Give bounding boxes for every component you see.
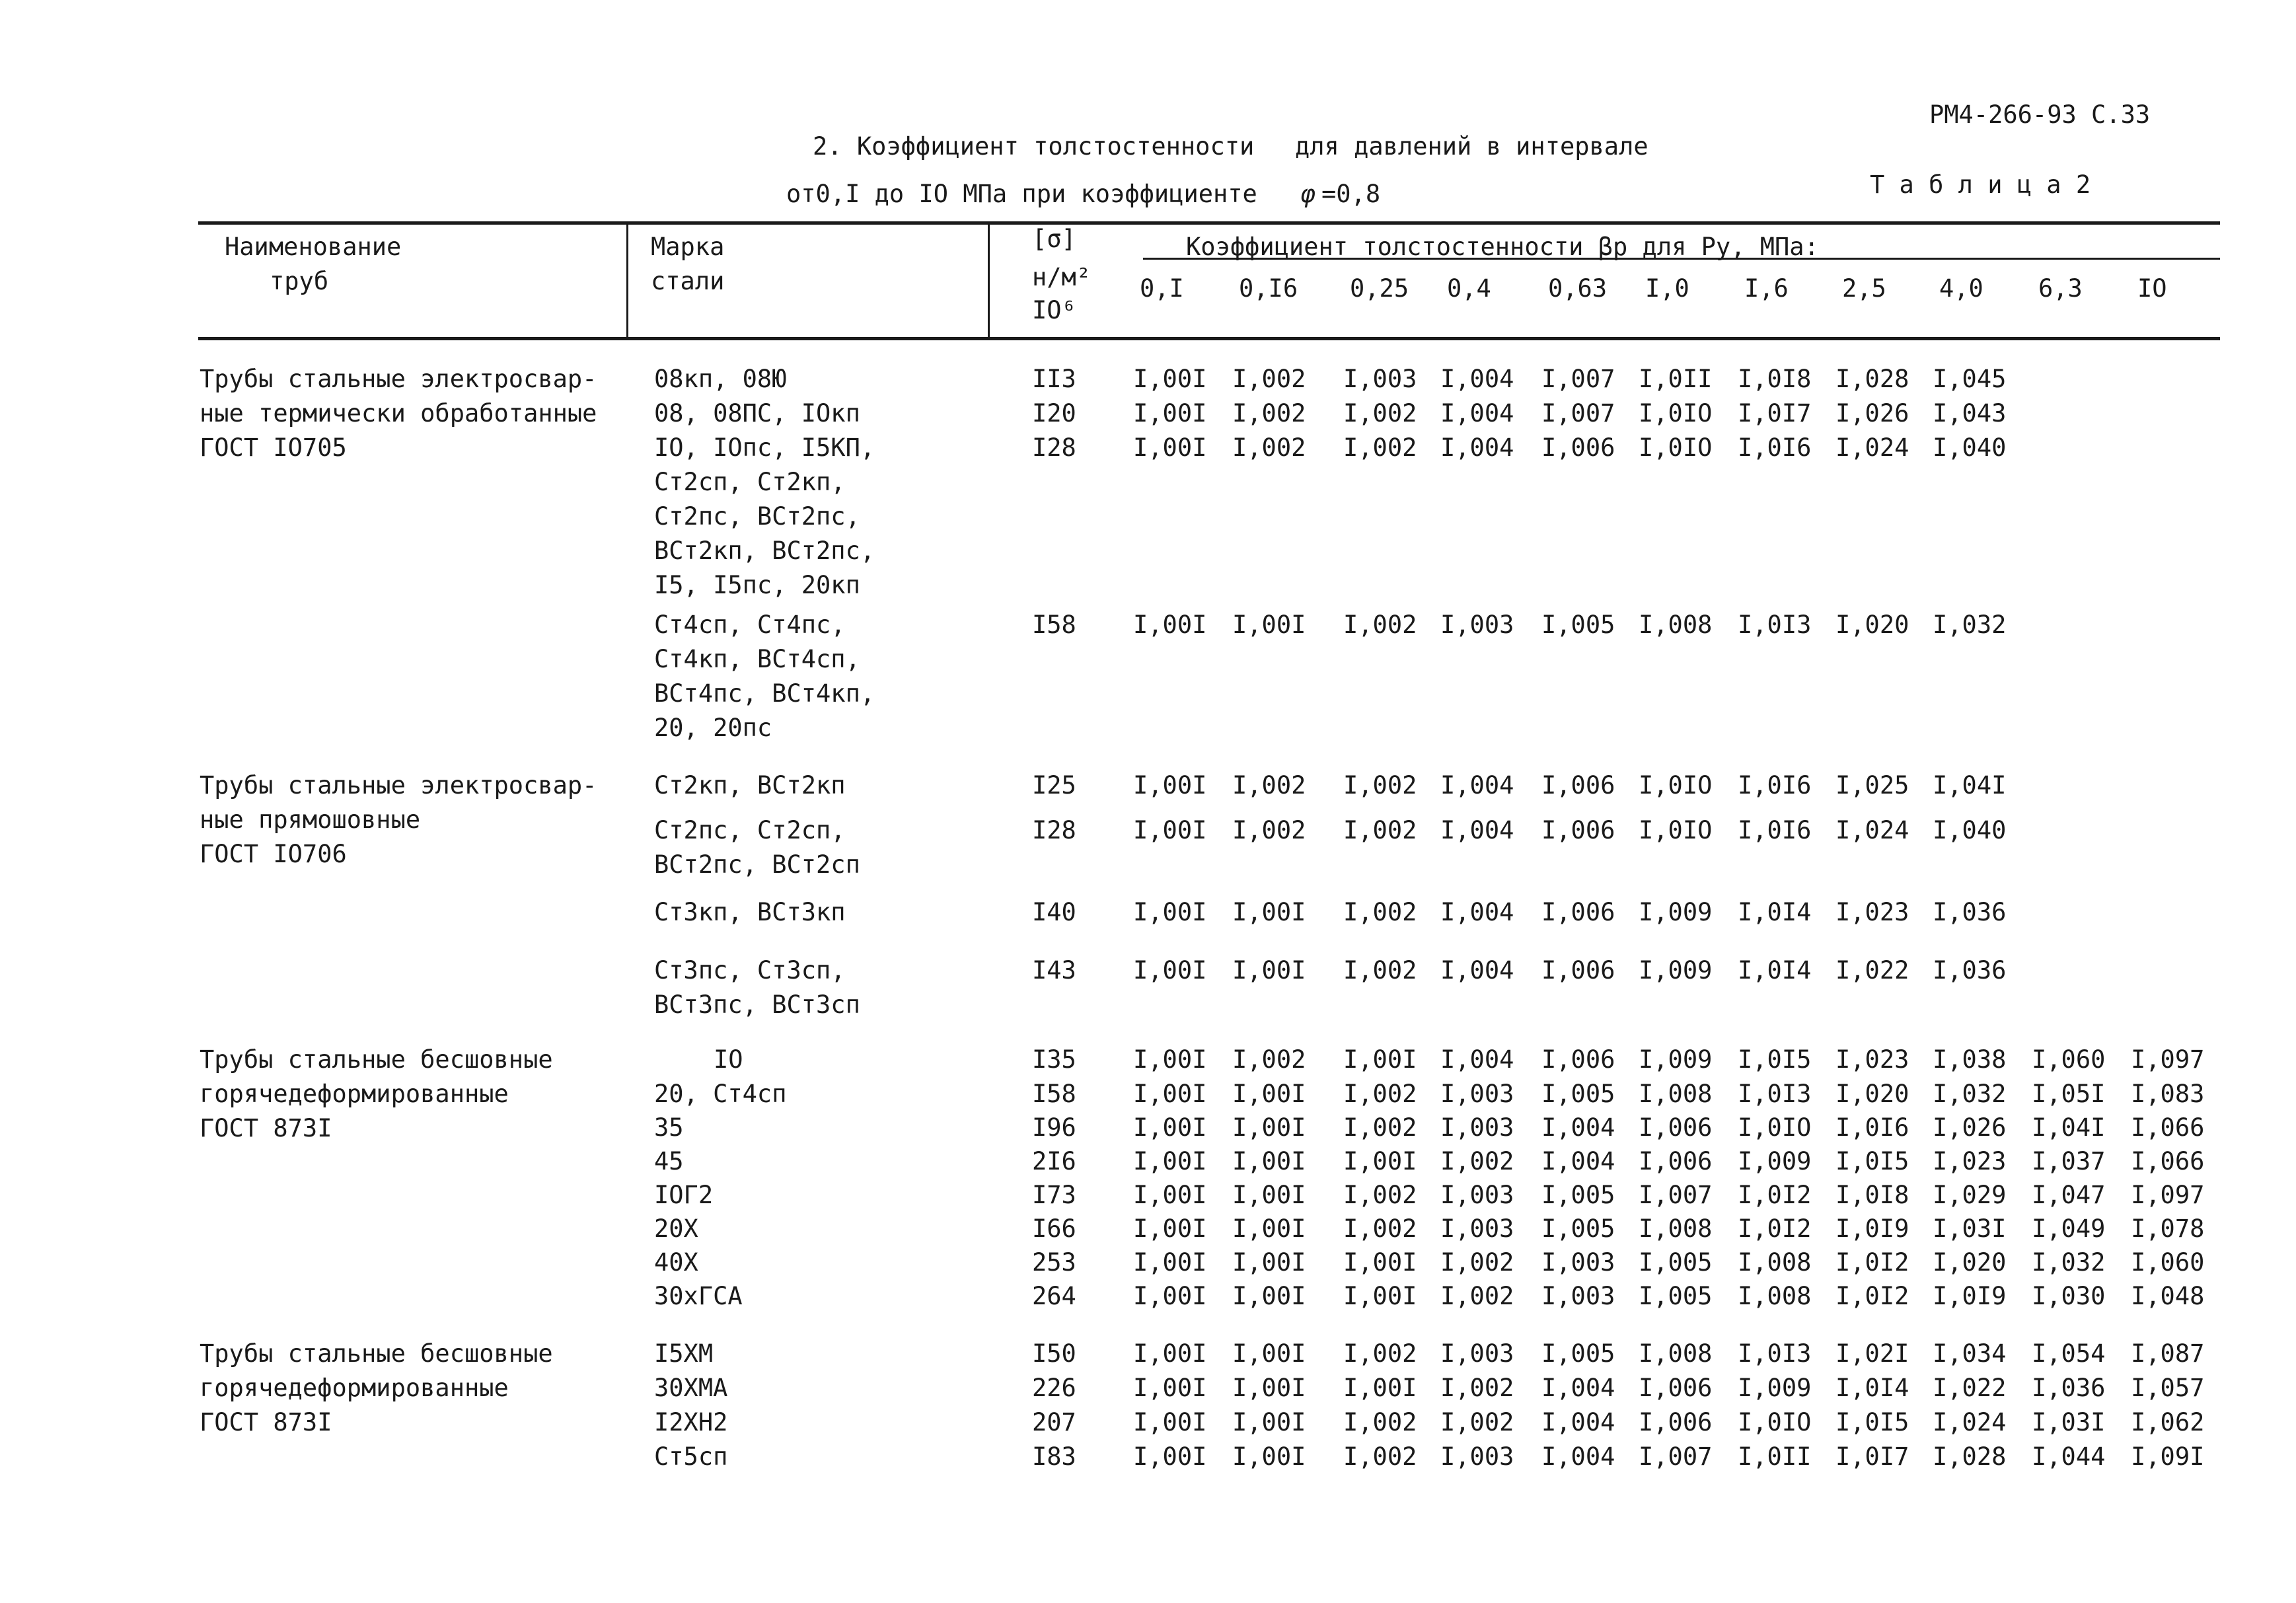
coefficient-cell: I,002	[1343, 611, 1417, 639]
steel-grade-line: Ст2пс, ВСт2пс,	[654, 502, 860, 531]
coefficient-cell: I,002	[1232, 399, 1306, 428]
coefficient-cell: I,00I	[1133, 433, 1207, 462]
coefficient-cell: I,002	[1232, 771, 1306, 800]
coefficient-cell: I,026	[1933, 1113, 2007, 1142]
coefficient-cell: I,002	[1343, 1339, 1417, 1368]
coefficient-cell: I,03I	[2032, 1408, 2106, 1436]
group-name-line: ГОСТ 873I	[200, 1114, 332, 1142]
allowable-stress-cell: I43	[1032, 956, 1076, 985]
pressure-header-cell: IO	[2137, 274, 2167, 303]
coefficient-cell: I,004	[1440, 399, 1514, 428]
header-name-line-1: Наименование	[225, 233, 402, 261]
steel-grade-line: Ст5сп	[654, 1442, 728, 1471]
coefficient-cell: I,0IO	[1639, 433, 1713, 462]
coefficient-cell: I,0I4	[1738, 898, 1812, 926]
title-line-1b: для давлений в интервале	[1295, 132, 1648, 161]
coefficient-cell: I,00I	[1232, 611, 1306, 639]
title-line-2b: =0,8	[1321, 180, 1381, 208]
coefficient-cell: I,006	[1541, 771, 1615, 800]
coefficient-cell: I,004	[1440, 365, 1514, 393]
group-name-line: ГОСТ 873I	[200, 1408, 332, 1436]
coefficient-cell: I,022	[1835, 956, 1909, 985]
coefficient-cell: I,0IO	[1738, 1408, 1812, 1436]
coefficient-cell: I,003	[1440, 1181, 1514, 1209]
coefficient-cell: I,005	[1541, 1214, 1615, 1243]
steel-grade-line: ВСт2кп, ВСт2пс,	[654, 537, 875, 565]
coefficient-cell: I,0I3	[1738, 1339, 1812, 1368]
steel-grade-line: Ст3кп, ВСт3кп	[654, 898, 846, 926]
steel-grade-line: 20, 20пс	[654, 714, 772, 742]
coefficient-cell: I,0I6	[1738, 816, 1812, 844]
coefficient-cell: I,00I	[1232, 1408, 1306, 1436]
header-sigma-line-2: н/м²	[1032, 263, 1092, 291]
coefficient-cell: I,006	[1639, 1147, 1713, 1175]
coefficient-cell: I,00I	[1133, 1113, 1207, 1142]
group-name-line: горячедеформированные	[200, 1080, 509, 1108]
coefficient-cell: I,028	[1933, 1442, 2007, 1471]
coefficient-cell: I,026	[1835, 399, 1909, 428]
coefficient-cell: I,020	[1835, 611, 1909, 639]
coefficient-cell: I,00I	[1232, 1374, 1306, 1402]
coefficient-cell: I,002	[1343, 1113, 1417, 1142]
coefficient-cell: I,003	[1440, 1113, 1514, 1142]
allowable-stress-cell: I73	[1032, 1181, 1076, 1209]
coefficient-cell: I,002	[1440, 1147, 1514, 1175]
steel-grade-line: 08кп, 08Ю	[654, 365, 787, 393]
coefficient-cell: I,00I	[1343, 1248, 1417, 1277]
coefficient-cell: I,00I	[1133, 1339, 1207, 1368]
coefficient-cell: I,002	[1343, 1442, 1417, 1471]
coefficient-cell: I,047	[2032, 1181, 2106, 1209]
group-name-line: горячедеформированные	[200, 1374, 509, 1402]
coefficient-cell: I,0I4	[1738, 956, 1812, 985]
steel-grade-line: ВСт3пс, ВСт3сп	[654, 990, 860, 1019]
coefficient-cell: I,023	[1933, 1147, 2007, 1175]
group-name-line: ГОСТ IO706	[200, 840, 347, 868]
coefficient-cell: I,005	[1541, 1339, 1615, 1368]
coefficient-cell: I,040	[1933, 433, 2007, 462]
coefficient-cell: I,0I2	[1738, 1214, 1812, 1243]
coefficient-cell: I,006	[1639, 1374, 1713, 1402]
coefficient-cell: I,060	[2131, 1248, 2205, 1277]
pressure-header-cell: 2,5	[1842, 274, 1886, 303]
coefficient-cell: I,002	[1440, 1282, 1514, 1310]
steel-grade-line: Ст2пс, Ст2сп,	[654, 816, 846, 844]
coefficient-cell: I,002	[1232, 816, 1306, 844]
allowable-stress-cell: I58	[1032, 611, 1076, 639]
steel-grade-line: 08, 08ПС, IOкп	[654, 399, 860, 428]
coefficient-cell: I,00I	[1232, 1248, 1306, 1277]
coefficient-cell: I,005	[1639, 1282, 1713, 1310]
coefficient-cell: I,004	[1440, 433, 1514, 462]
coefficient-cell: I,002	[1343, 433, 1417, 462]
coefficient-cell: I,002	[1440, 1408, 1514, 1436]
coefficient-cell: I,034	[1933, 1339, 2007, 1368]
coefficient-cell: I,004	[1541, 1408, 1615, 1436]
table-top-rule	[198, 221, 2220, 225]
title-line-2a: от0,I до IO МПа при коэффициенте	[786, 180, 1257, 208]
coefficient-cell: I,022	[1933, 1374, 2007, 1402]
coefficient-cell: I,0I5	[1835, 1147, 1909, 1175]
coefficient-cell: I,00I	[1232, 1080, 1306, 1108]
document-code: РМ4-266-93 С.33	[1929, 100, 2151, 129]
coefficient-cell: I,00I	[1232, 1113, 1306, 1142]
coefficient-cell: I,023	[1835, 1045, 1909, 1074]
steel-grade-line: 30хГСА	[654, 1282, 743, 1310]
coefficient-cell: I,00I	[1133, 1408, 1207, 1436]
coefficient-cell: I,00I	[1343, 1147, 1417, 1175]
coefficient-cell: I,00I	[1133, 898, 1207, 926]
steel-grade-line: 30ХМА	[654, 1374, 728, 1402]
coefficient-cell: I,003	[1440, 611, 1514, 639]
coefficient-cell: I,009	[1738, 1374, 1812, 1402]
coefficient-cell: I,032	[2032, 1248, 2106, 1277]
coefficient-cell: I,00I	[1133, 771, 1207, 800]
coefficient-cell: I,004	[1440, 1045, 1514, 1074]
pressure-header-cell: I,6	[1744, 274, 1789, 303]
coefficient-cell: I,006	[1639, 1113, 1713, 1142]
coefficient-cell: I,020	[1835, 1080, 1909, 1108]
coefficient-cell: I,009	[1639, 898, 1713, 926]
coefficient-cell: I,002	[1343, 1080, 1417, 1108]
coefficient-cell: I,044	[2032, 1442, 2106, 1471]
coefficient-cell: I,00I	[1133, 1374, 1207, 1402]
coefficient-cell: I,062	[2131, 1408, 2205, 1436]
steel-grade-line: Ст4сп, Ст4пс,	[654, 611, 846, 639]
coefficient-cell: I,00I	[1133, 1181, 1207, 1209]
coefficient-cell: I,002	[1343, 1408, 1417, 1436]
coefficient-cell: I,00I	[1133, 956, 1207, 985]
table-label: Т а б л и ц а 2	[1870, 170, 2091, 199]
coefficient-cell: I,0I7	[1738, 399, 1812, 428]
coefficient-cell: I,066	[2131, 1147, 2205, 1175]
coefficient-cell: I,00I	[1232, 1442, 1306, 1471]
group-name-line: Трубы стальные бесшовные	[200, 1339, 553, 1368]
coefficient-cell: I,006	[1639, 1408, 1713, 1436]
coefficient-cell: I,002	[1232, 365, 1306, 393]
coefficient-cell: I,00I	[1133, 365, 1207, 393]
coefficient-cell: I,00I	[1133, 816, 1207, 844]
steel-grade-line: IO	[714, 1045, 743, 1074]
allowable-stress-cell: I83	[1032, 1442, 1076, 1471]
allowable-stress-cell: 264	[1032, 1282, 1076, 1310]
coefficient-cell: I,002	[1232, 1045, 1306, 1074]
coefficient-cell: I,003	[1343, 365, 1417, 393]
coefficient-cell: I,0I9	[1835, 1214, 1909, 1243]
allowable-stress-cell: I40	[1032, 898, 1076, 926]
header-sigma-line-3: IO⁶	[1032, 296, 1076, 324]
coefficient-cell: I,002	[1343, 956, 1417, 985]
coefficient-cell: I,002	[1343, 399, 1417, 428]
coefficient-cell: I,00I	[1133, 1248, 1207, 1277]
coefficient-cell: I,032	[1933, 1080, 2007, 1108]
coefficient-cell: I,007	[1541, 399, 1615, 428]
coefficient-cell: I,002	[1343, 816, 1417, 844]
coefficient-cell: I,00I	[1232, 1339, 1306, 1368]
title-line-1a: 2. Коэффициент толстостенности	[813, 132, 1255, 161]
group-name-line: ные термически обработанные	[200, 399, 597, 428]
pressure-header-cell: 0,63	[1548, 274, 1608, 303]
pressure-header-cell: 6,3	[2038, 274, 2083, 303]
coefficient-cell: I,002	[1343, 1181, 1417, 1209]
steel-grade-line: 40Х	[654, 1248, 698, 1277]
steel-grade-line: ВСт2пс, ВСт2сп	[654, 850, 860, 879]
coefficient-cell: I,002	[1232, 433, 1306, 462]
pressure-header-cell: I,0	[1645, 274, 1689, 303]
allowable-stress-cell: I35	[1032, 1045, 1076, 1074]
coefficient-cell: I,00I	[1133, 611, 1207, 639]
coefficient-cell: I,0I5	[1835, 1408, 1909, 1436]
coefficient-cell: I,00I	[1133, 399, 1207, 428]
coefficient-cell: I,048	[2131, 1282, 2205, 1310]
coefficient-cell: I,0IO	[1738, 1113, 1812, 1142]
coefficient-cell: I,00I	[1343, 1374, 1417, 1402]
column-divider-1	[626, 225, 628, 337]
steel-grade-line: Ст2сп, Ст2кп,	[654, 468, 846, 496]
coefficient-cell: I,0IO	[1639, 771, 1713, 800]
coefficient-cell: I,006	[1541, 956, 1615, 985]
header-coefficient: Коэффициент толстостенности βр для Ру, МПа:	[1186, 233, 1819, 261]
coefficient-cell: I,00I	[1343, 1282, 1417, 1310]
coefficient-cell: I,008	[1639, 1080, 1713, 1108]
header-grade-line-2: стали	[651, 267, 725, 295]
coefficient-cell: I,04I	[2032, 1113, 2106, 1142]
coefficient-cell: I,05I	[2032, 1080, 2106, 1108]
steel-grade-line: 20, Ст4сп	[654, 1080, 787, 1108]
coefficient-cell: I,004	[1541, 1374, 1615, 1402]
pressure-header-cell: 0,25	[1350, 274, 1409, 303]
column-divider-2	[988, 225, 990, 337]
coefficient-cell: I,0I2	[1738, 1181, 1812, 1209]
steel-grade-line: IOГ2	[654, 1181, 714, 1209]
coefficient-cell: I,03I	[1933, 1214, 2007, 1243]
group-name-line: Трубы стальные электросвар-	[200, 771, 597, 800]
group-name-line: Трубы стальные бесшовные	[200, 1045, 553, 1074]
coefficient-cell: I,008	[1639, 1214, 1713, 1243]
coefficient-cell: I,008	[1738, 1282, 1812, 1310]
coefficient-cell: I,00I	[1343, 1045, 1417, 1074]
coefficient-cell: I,030	[2032, 1282, 2106, 1310]
coefficient-cell: I,00I	[1232, 1147, 1306, 1175]
coefficient-cell: I,057	[2131, 1374, 2205, 1402]
phi-symbol: φ	[1300, 180, 1315, 208]
coefficient-cell: I,002	[1440, 1248, 1514, 1277]
coefficient-cell: I,043	[1933, 399, 2007, 428]
coefficient-cell: I,006	[1541, 1045, 1615, 1074]
coefficient-cell: I,00I	[1133, 1080, 1207, 1108]
steel-grade-line: Ст4кп, ВСт4сп,	[654, 645, 860, 673]
coefficient-cell: I,00I	[1232, 956, 1306, 985]
steel-grade-line: ВСт4пс, ВСт4кп,	[654, 679, 875, 708]
coefficient-cell: I,020	[1933, 1248, 2007, 1277]
coefficient-cell: I,009	[1738, 1147, 1812, 1175]
coefficient-cell: I,009	[1639, 1045, 1713, 1074]
coefficient-cell: I,004	[1440, 816, 1514, 844]
coefficient-cell: I,005	[1639, 1248, 1713, 1277]
steel-grade-line: 20Х	[654, 1214, 698, 1243]
coefficient-cell: I,002	[1343, 898, 1417, 926]
coefficient-cell: I,005	[1541, 611, 1615, 639]
coefficient-cell: I,004	[1541, 1147, 1615, 1175]
coefficient-cell: I,032	[1933, 611, 2007, 639]
coefficient-cell: I,003	[1541, 1282, 1615, 1310]
allowable-stress-cell: I25	[1032, 771, 1076, 800]
coefficient-cell: I,0IO	[1639, 816, 1713, 844]
coefficient-cell: I,066	[2131, 1113, 2205, 1142]
allowable-stress-cell: I58	[1032, 1080, 1076, 1108]
coefficient-cell: I,00I	[1232, 1214, 1306, 1243]
coefficient-cell: I,006	[1541, 898, 1615, 926]
coefficient-cell: I,09I	[2131, 1442, 2205, 1471]
coefficient-cell: I,008	[1639, 1339, 1713, 1368]
coefficient-cell: I,003	[1440, 1442, 1514, 1471]
coefficient-cell: I,0I6	[1835, 1113, 1909, 1142]
allowable-stress-cell: I28	[1032, 433, 1076, 462]
coefficient-cell: I,045	[1933, 365, 2007, 393]
coefficient-cell: I,04I	[1933, 771, 2007, 800]
group-name-line: ные прямошовные	[200, 805, 421, 834]
allowable-stress-cell: 253	[1032, 1248, 1076, 1277]
coefficient-cell: I,006	[1541, 433, 1615, 462]
coefficient-cell: I,054	[2032, 1339, 2106, 1368]
coefficient-cell: I,036	[2032, 1374, 2106, 1402]
coefficient-cell: I,0I5	[1738, 1045, 1812, 1074]
coefficient-cell: I,060	[2032, 1045, 2106, 1074]
coefficient-cell: I,024	[1835, 433, 1909, 462]
steel-grade-line: I2ХН2	[654, 1408, 728, 1436]
coefficient-cell: I,036	[1933, 898, 2007, 926]
coefficient-cell: I,028	[1835, 365, 1909, 393]
coefficient-cell: I,0I6	[1738, 771, 1812, 800]
pressure-header-cell: 0,4	[1447, 274, 1491, 303]
coefficient-cell: I,00I	[1232, 898, 1306, 926]
coefficient-cell: I,0IO	[1639, 399, 1713, 428]
coefficient-cell: I,003	[1541, 1248, 1615, 1277]
steel-grade-line: 35	[654, 1113, 684, 1142]
coefficient-cell: I,0I8	[1738, 365, 1812, 393]
steel-grade-line: I5, I5пс, 20кп	[654, 571, 860, 599]
coefficient-cell: I,005	[1541, 1181, 1615, 1209]
pressure-header-cell: 0,I6	[1239, 274, 1298, 303]
coefficient-cell: I,003	[1440, 1339, 1514, 1368]
coefficient-cell: I,003	[1440, 1214, 1514, 1243]
coefficient-cell: I,0I8	[1835, 1181, 1909, 1209]
coefficient-cell: I,0I4	[1835, 1374, 1909, 1402]
group-name-line: ГОСТ IO705	[200, 433, 347, 462]
coefficient-cell: I,02I	[1835, 1339, 1909, 1368]
allowable-stress-cell: 2I6	[1032, 1147, 1076, 1175]
allowable-stress-cell: I66	[1032, 1214, 1076, 1243]
allowable-stress-cell: I28	[1032, 816, 1076, 844]
coefficient-cell: I,037	[2032, 1147, 2106, 1175]
table-header-bottom-rule	[198, 337, 2220, 340]
header-grade-line-1: Марка	[651, 233, 725, 261]
coefficient-cell: I,0I9	[1933, 1282, 2007, 1310]
coefficient-cell: I,0II	[1738, 1442, 1812, 1471]
allowable-stress-cell: II3	[1032, 365, 1076, 393]
coefficient-cell: I,004	[1541, 1113, 1615, 1142]
coefficient-cell: I,007	[1541, 365, 1615, 393]
coefficient-cell: I,078	[2131, 1214, 2205, 1243]
coefficient-cell: I,002	[1440, 1374, 1514, 1402]
coefficient-cell: I,0I3	[1738, 1080, 1812, 1108]
coefficient-cell: I,097	[2131, 1181, 2205, 1209]
coefficient-cell: I,036	[1933, 956, 2007, 985]
coefficient-cell: I,0I6	[1738, 433, 1812, 462]
coefficient-cell: I,0I2	[1835, 1248, 1909, 1277]
coefficient-cell: I,004	[1440, 771, 1514, 800]
coefficient-cell: I,00I	[1232, 1282, 1306, 1310]
coefficient-cell: I,024	[1933, 1408, 2007, 1436]
allowable-stress-cell: I96	[1032, 1113, 1076, 1142]
header-sigma-line-1: [σ]	[1032, 225, 1076, 253]
coefficient-cell: I,008	[1738, 1248, 1812, 1277]
coefficient-cell: I,002	[1343, 771, 1417, 800]
coefficient-cell: I,049	[2032, 1214, 2106, 1243]
header-name-line-2: труб	[270, 267, 329, 295]
coefficient-cell: I,0I7	[1835, 1442, 1909, 1471]
allowable-stress-cell: I50	[1032, 1339, 1076, 1368]
steel-grade-line: IO, IOпс, I5КП,	[654, 433, 875, 462]
coefficient-cell: I,087	[2131, 1339, 2205, 1368]
allowable-stress-cell: 207	[1032, 1408, 1076, 1436]
coefficient-cell: I,029	[1933, 1181, 2007, 1209]
coefficient-cell: I,038	[1933, 1045, 2007, 1074]
coefficient-cell: I,007	[1639, 1181, 1713, 1209]
coefficient-cell: I,002	[1343, 1214, 1417, 1243]
coefficient-cell: I,00I	[1133, 1214, 1207, 1243]
pressure-header-cell: 4,0	[1939, 274, 1983, 303]
coefficient-cell: I,040	[1933, 816, 2007, 844]
allowable-stress-cell: 226	[1032, 1374, 1076, 1402]
coefficient-cell: I,097	[2131, 1045, 2205, 1074]
coefficient-cell: I,00I	[1133, 1282, 1207, 1310]
coefficient-cell: I,008	[1639, 611, 1713, 639]
coefficient-cell: I,024	[1835, 816, 1909, 844]
coefficient-cell: I,00I	[1133, 1045, 1207, 1074]
steel-grade-line: Ст2кп, ВСт2кп	[654, 771, 846, 800]
coefficient-cell: I,004	[1440, 898, 1514, 926]
group-name-line: Трубы стальные электросвар-	[200, 365, 597, 393]
coefficient-cell: I,004	[1541, 1442, 1615, 1471]
steel-grade-line: 45	[654, 1147, 684, 1175]
coefficient-cell: I,005	[1541, 1080, 1615, 1108]
steel-grade-line: Ст3пс, Ст3сп,	[654, 956, 846, 985]
coefficient-cell: I,007	[1639, 1442, 1713, 1471]
allowable-stress-cell: I20	[1032, 399, 1076, 428]
coefficient-cell: I,025	[1835, 771, 1909, 800]
coefficient-cell: I,0I2	[1835, 1282, 1909, 1310]
coefficient-cell: I,0I3	[1738, 611, 1812, 639]
coefficient-cell: I,006	[1541, 816, 1615, 844]
coefficient-cell: I,009	[1639, 956, 1713, 985]
coefficient-cell: I,00I	[1133, 1147, 1207, 1175]
coefficient-cell: I,083	[2131, 1080, 2205, 1108]
coefficient-cell: I,0II	[1639, 365, 1713, 393]
coefficient-cell: I,00I	[1133, 1442, 1207, 1471]
coefficient-cell: I,00I	[1232, 1181, 1306, 1209]
steel-grade-line: I5ХМ	[654, 1339, 714, 1368]
coefficient-cell: I,004	[1440, 956, 1514, 985]
coefficient-cell: I,023	[1835, 898, 1909, 926]
pressure-header-cell: 0,I	[1140, 274, 1184, 303]
coefficient-cell: I,003	[1440, 1080, 1514, 1108]
